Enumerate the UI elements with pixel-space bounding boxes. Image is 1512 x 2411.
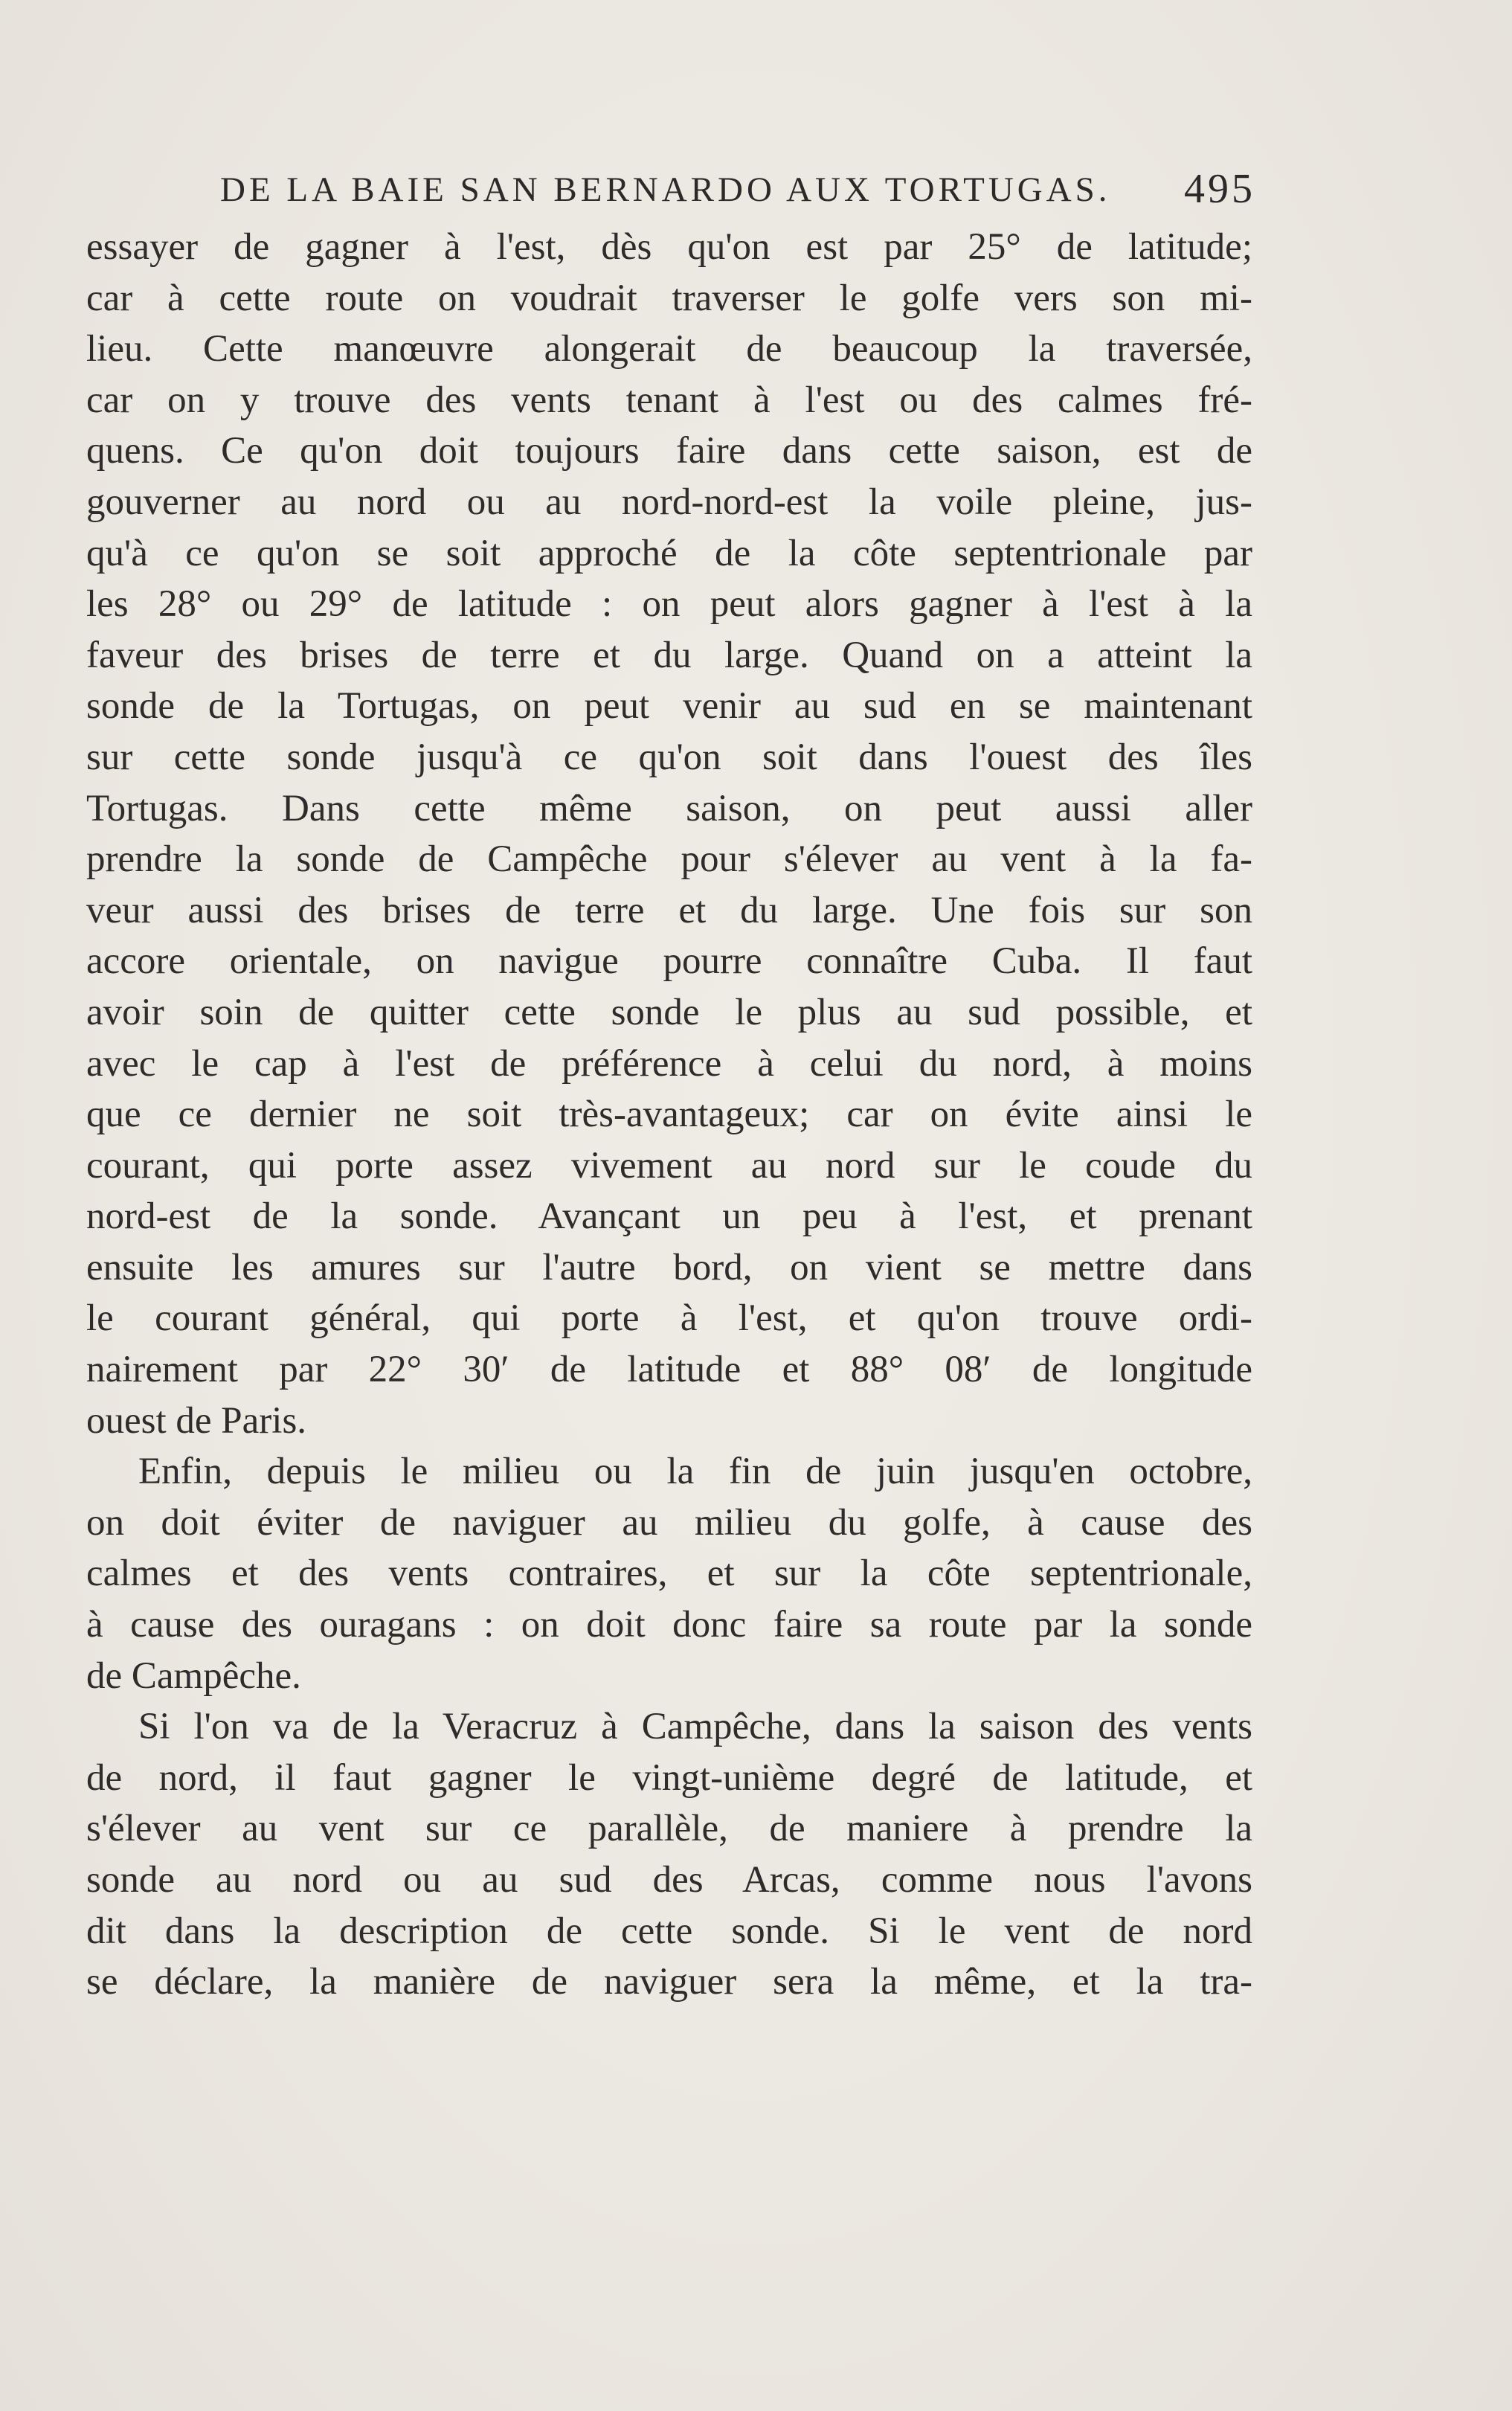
text-line: avec le cap à l'est de préférence à celui du nord, à moins [86,1042,1252,1085]
text-line: sonde au nord ou au sud des Arcas, comme nous l'avons [86,1859,1252,1901]
text-line: lieu. Cette manœuvre alongerait de beaucoup la traversée, [86,328,1252,370]
text-line: on doit éviter de naviguer au milieu du golfe, à cause des [86,1501,1252,1544]
text-line: veur aussi des brises de terre et du large. Une fois sur son [86,889,1252,931]
text-line: le courant général, qui porte à l'est, et qu'on trouve ordi- [86,1297,1252,1340]
page-number: 495 [1184,166,1255,212]
text-line: à cause des ouragans : on doit donc faire sa route par la sonde [86,1604,1252,1646]
text-line: sonde de la Tortugas, on peut venir au sud en se maintenant [86,685,1252,728]
text-line: s'élever au vent sur ce parallèle, de maniere à prendre la [86,1808,1252,1850]
text-line: quens. Ce qu'on doit toujours faire dans cette saison, est de [86,430,1252,472]
text-line: accore orientale, on navigue pourre connaître Cuba. Il faut [86,940,1252,983]
text-line: ensuite les amures sur l'autre bord, on vient se mettre dans [86,1246,1252,1288]
text-line: qu'à ce qu'on se soit approché de la côte septentrionale par [86,532,1252,574]
text-line: se déclare, la manière de naviguer sera la même, et la tra- [86,1961,1252,2003]
text-line: les 28° ou 29° de latitude : on peut alors gagner à l'est à la [86,583,1252,626]
text-line: dit dans la description de cette sonde. Si le vent de nord [86,1910,1252,1952]
text-line: de nord, il faut gagner le vingt-unième degré de latitude, et [86,1756,1252,1799]
paragraph-start-line: Enfin, depuis le milieu ou la fin de juin jusqu'en octobre, [138,1451,1252,1493]
text-line: sur cette sonde jusqu'à ce qu'on soit dans l'ouest des îles [86,736,1252,778]
paragraph-start-line: Si l'on va de la Veracruz à Campêche, dans la saison des vents [138,1706,1252,1748]
text-line: avoir soin de quitter cette sonde le plus au sud possible, et [86,991,1252,1033]
text-line: gouverner au nord ou au nord-nord-est la voile pleine, jus- [86,481,1252,523]
paragraph-end-line: de Campêche. [86,1654,301,1697]
text-line: que ce dernier ne soit très-avantageux; car on évite ainsi le [86,1094,1252,1136]
text-line: nord-est de la sonde. Avançant un peu à l'est, et prenant [86,1195,1252,1238]
body-text [86,222,1252,2008]
text-line: courant, qui porte assez vivement au nord sur le coude du [86,1144,1252,1187]
text-line: faveur des brises de terre et du large. Quand on a atteint la [86,634,1252,676]
text-line: car on y trouve des vents tenant à l'est ou des calmes fré- [86,379,1252,421]
text-line: car à cette route on voudrait traverser le golfe vers son mi- [86,277,1252,319]
text-line: nairement par 22° 30′ de latitude et 88° 08′ de longitude [86,1349,1252,1391]
text-line: prendre la sonde de Campêche pour s'élever au vent à la fa- [86,838,1252,881]
text-line: Tortugas. Dans cette même saison, on peut aussi aller [86,787,1252,829]
running-title: DE LA BAIE SAN BERNARDO AUX TORTUGAS. [220,170,1111,209]
text-line: essayer de gagner à l'est, dès qu'on est par 25° de latitude; [86,226,1252,268]
running-head [220,162,1255,214]
text-line: calmes et des vents contraires, et sur la côte septentrionale, [86,1553,1252,1595]
paragraph-end-line: ouest de Paris. [86,1399,307,1442]
